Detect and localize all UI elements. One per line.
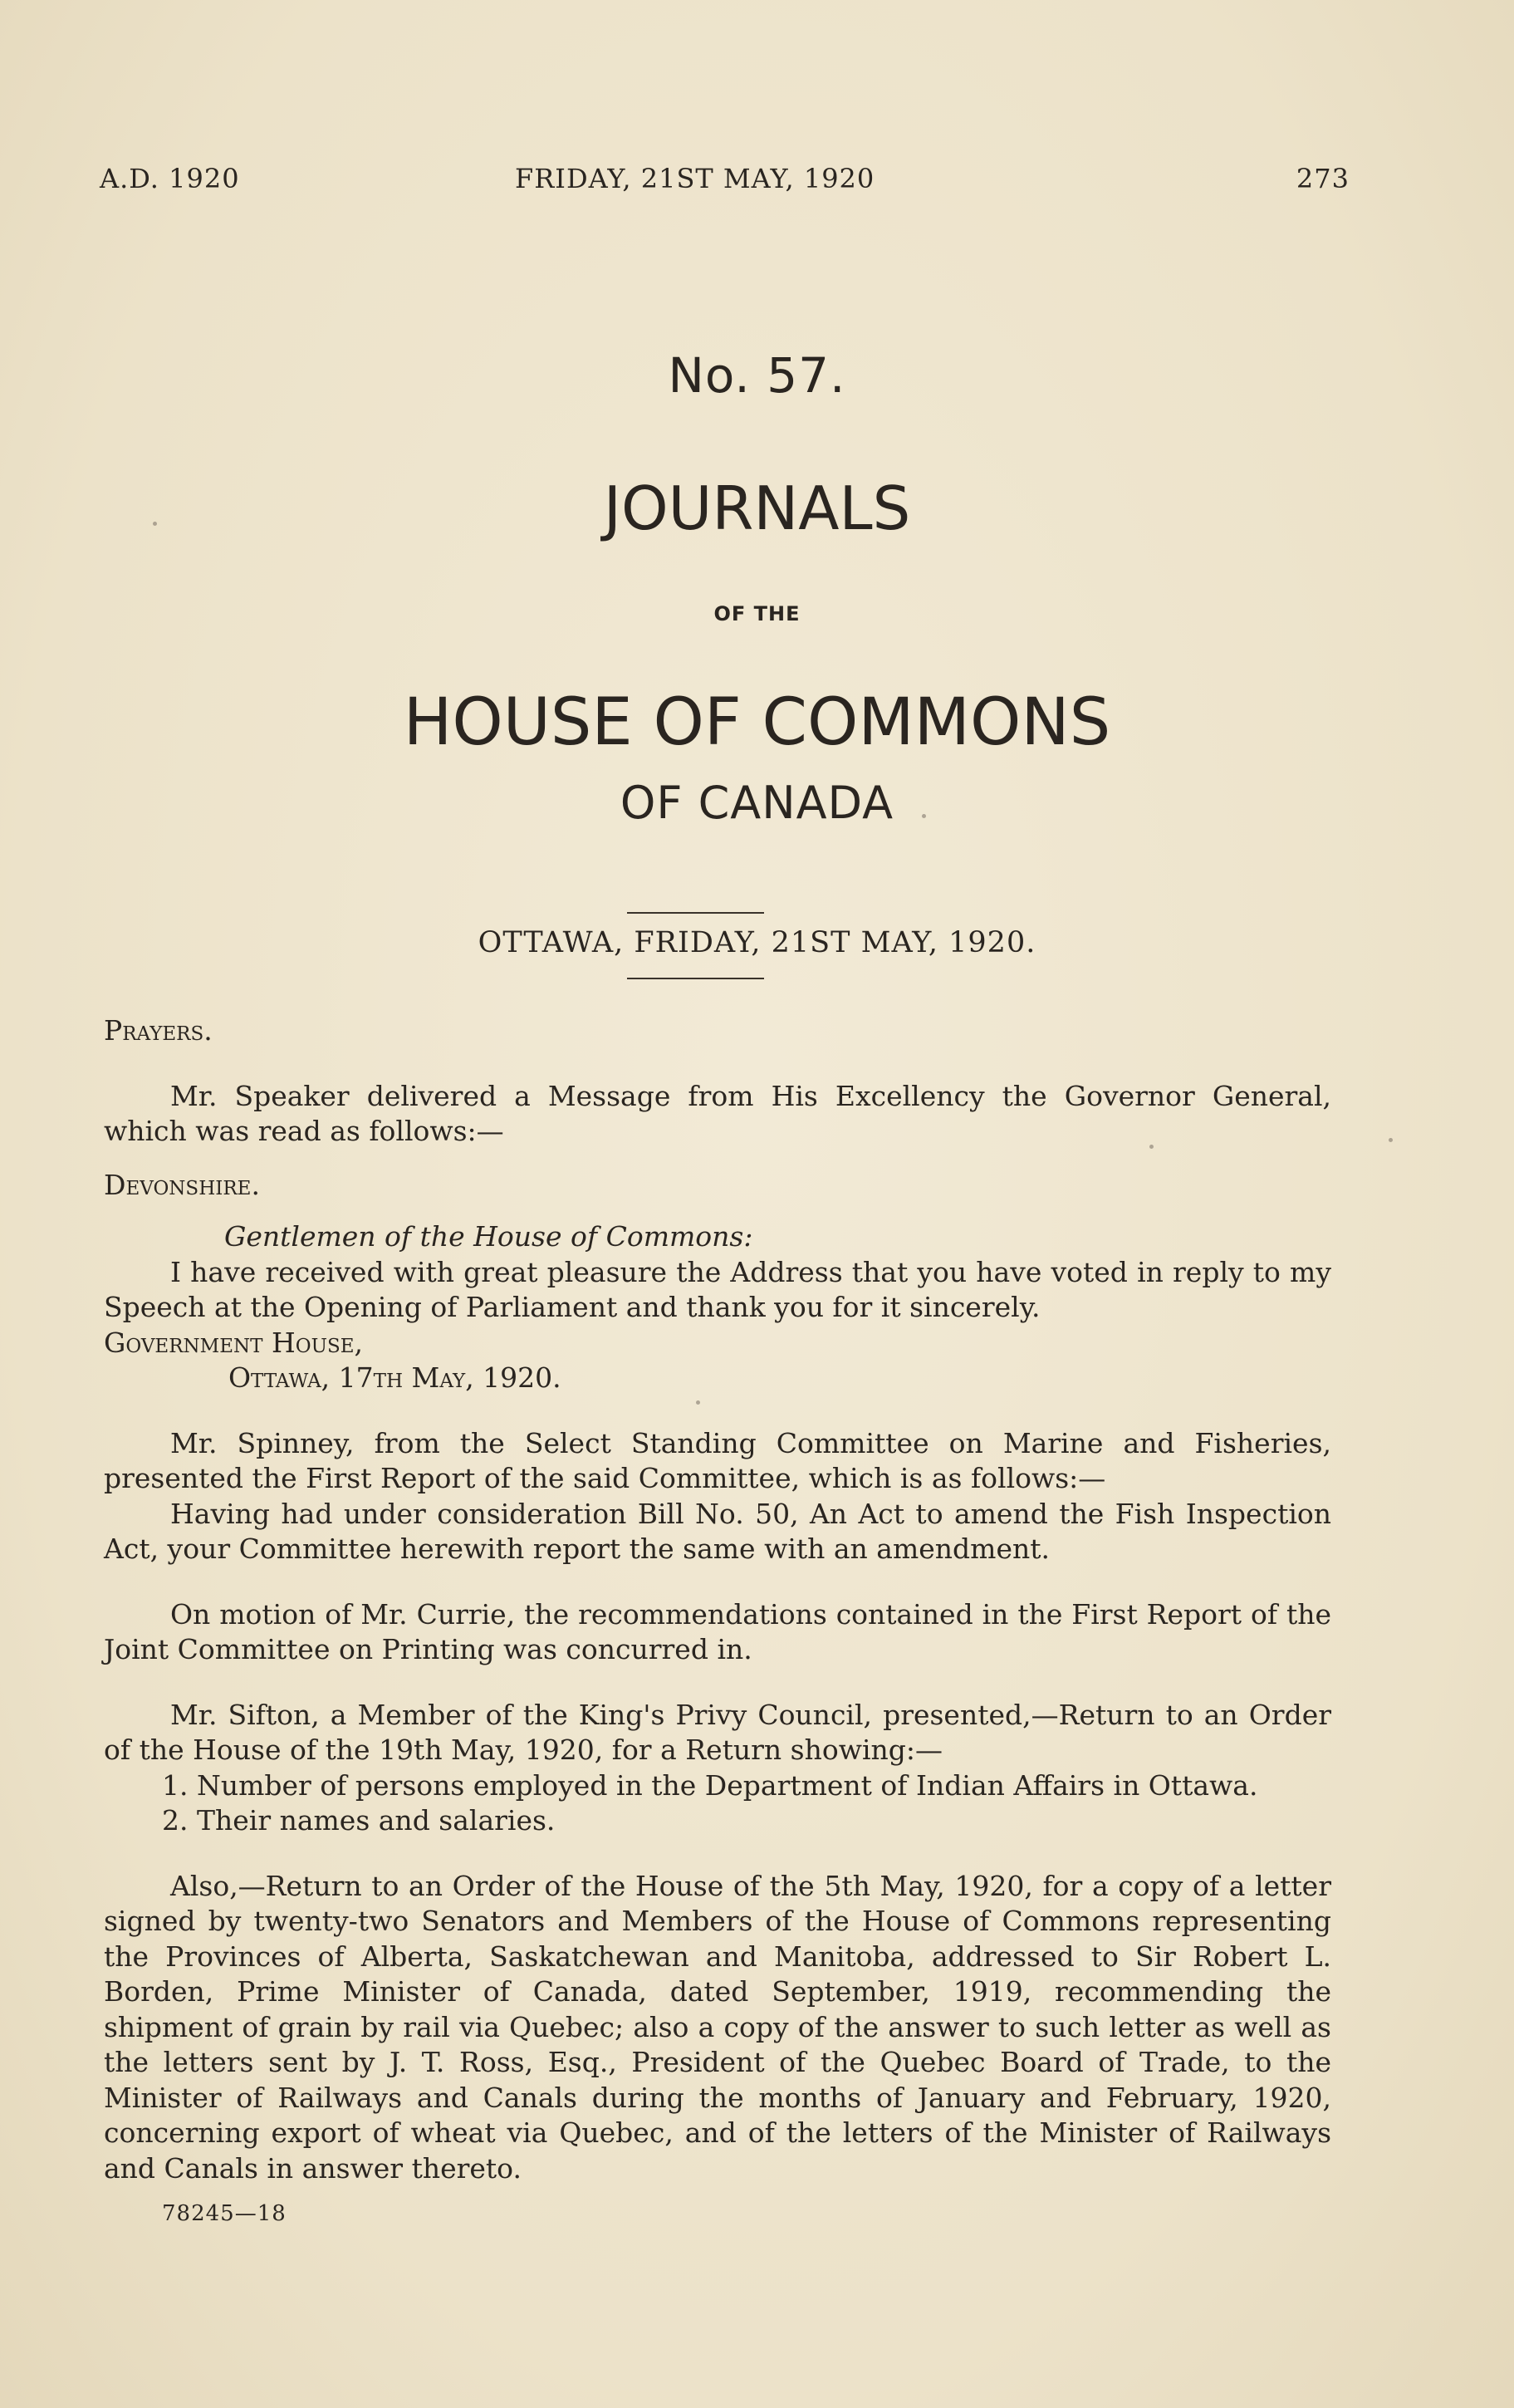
house-of-commons-title: HOUSE OF COMMONS xyxy=(403,685,1111,760)
devonshire-signature: Devonshire. xyxy=(104,1168,260,1201)
sifton-return: Mr. Sifton, a Member of the King's Privy Council, presented,—Return to an Order of the House of the 19th May, 1920, for a Return showing:— xyxy=(104,1698,1331,1766)
salutation: Gentlemen of the House of Commons: xyxy=(224,1220,753,1253)
dateline: OTTAWA, FRIDAY, 21ST MAY, 1920. xyxy=(478,926,1036,959)
paper-fleck xyxy=(696,1400,700,1405)
message-intro: Mr. Speaker delivered a Message from His Excellency the Governor General, which was read as follows:— xyxy=(104,1079,1331,1147)
running-head-year: A.D. 1920 xyxy=(100,163,240,194)
message-body: I have received with great pleasure the Address that you have voted in reply to my Speech at the Opening of Parliament and thank you for it sincerely. xyxy=(104,1255,1331,1323)
return-item-2: 2. Their names and salaries. xyxy=(162,1804,556,1837)
rule-top xyxy=(627,912,764,914)
journals-title: JOURNALS xyxy=(603,473,911,543)
of-the-label: OF THE xyxy=(713,602,801,625)
return-item-1: 1. Number of persons employed in the Department of Indian Affairs in Ottawa. xyxy=(162,1768,1258,1802)
printer-mark: 78245—18 xyxy=(162,2201,287,2226)
journal-body xyxy=(104,1013,1331,2186)
currie-motion: On motion of Mr. Currie, the recommendations contained in the First Report of the Joint Committee on Printing was concurred in. xyxy=(104,1597,1331,1665)
running-head-date: FRIDAY, 21ST MAY, 1920 xyxy=(515,163,875,194)
page-number: 273 xyxy=(1296,163,1350,194)
ottawa-date: Ottawa, 17th May, 1920. xyxy=(228,1361,561,1394)
spinney-report: Mr. Spinney, from the Select Standing Committee on Marine and Fisheries, presented the First Report of the said Committee, which is as follows:— xyxy=(104,1426,1331,1494)
government-house: Government House, xyxy=(104,1326,364,1359)
paper-fleck xyxy=(1389,1138,1393,1142)
of-canada-title: OF CANADA xyxy=(620,777,894,829)
bill-50-report: Having had under consideration Bill No. 50, An Act to amend the Fish Inspection Act, your Committee herewith report the same with an amendment. xyxy=(104,1497,1331,1565)
paper-fleck xyxy=(153,522,157,526)
prayers-heading: Prayers. xyxy=(104,1014,213,1047)
issue-number: No. 57. xyxy=(668,347,846,404)
rule-bottom xyxy=(627,978,764,979)
paper-fleck xyxy=(1149,1145,1154,1149)
paper-fleck xyxy=(922,814,926,818)
also-return: Also,—Return to an Order of the House of the 5th May, 1920, for a copy of a letter signed by twenty-two Senators and Members of the House of Commons representing the Provinces of Alberta, Saskatchewan and Manitoba, addressed to Sir Robert L. Borden, Prime Minister of Canada, dated September, 1919, recommending the shipment of grain by rail via Quebec; also a copy of the answer to such letter as well as the letters sent by J. T. Ross, Esq., President of the Quebec Board of Trade, to the Minister of Railways and Canals during the months of January and February, 1920, concerning export of wheat via Quebec, and of the letters of the Minister of Railways and Canals in answer thereto. xyxy=(104,1869,1331,2185)
